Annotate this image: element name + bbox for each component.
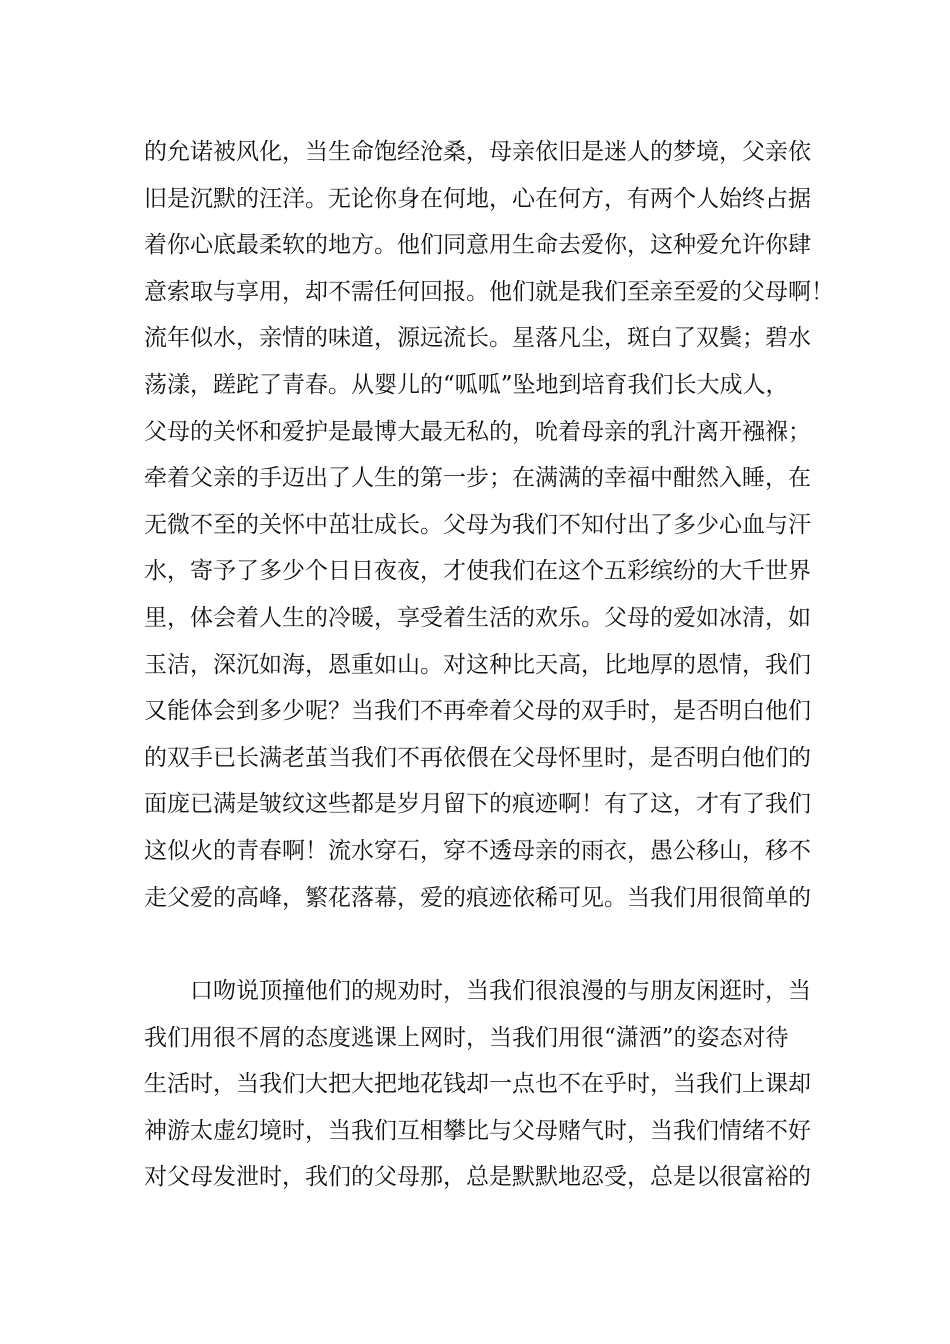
text-line: 无微不至的关怀中茁壮成长。父母为我们不知付出了多少心血与汗 <box>144 511 811 538</box>
paragraph-1 <box>144 129 834 921</box>
text-line: 意索取与享用，却不需任何回报。他们就是我们至亲至爱的父母啊！ <box>144 278 834 305</box>
text-line: 面庞已满是皱纹这些都是岁月留下的痕迹啊！有了这，才有了我们 <box>144 791 811 818</box>
text-line: 荡漾，蹉跎了青春。从婴儿的“呱呱”坠地到培育我们长大成人， <box>144 371 789 398</box>
text-line: 口吻说顶撞他们的规劝时，当我们很浪漫的与朋友闲逛时，当 <box>190 978 811 1004</box>
text-line: 玉洁，深沉如海，恩重如山。对这种比天高，比地厚的恩情，我们 <box>144 651 811 678</box>
text-line: 父母的关怀和爱护是最博大最无私的，吮着母亲的乳汁离开襁褓； <box>144 418 811 445</box>
text-line: 流年似水，亲情的味道，源远流长。星落凡尘，斑白了双鬓；碧水 <box>144 325 811 352</box>
text-line: 的双手已长满老茧当我们不再依偎在父母怀里时，是否明白他们的 <box>144 744 811 771</box>
text-line: 旧是沉默的汪洋。无论你身在何地，心在何方，有两个人始终占据 <box>144 185 811 212</box>
text-line: 这似火的青春啊！流水穿石，穿不透母亲的雨衣，愚公移山，移不 <box>144 837 811 864</box>
text-line: 又能体会到多少呢？当我们不再牵着父母的双手时，是否明白他们 <box>144 698 811 725</box>
text-line: 牵着父亲的手迈出了人生的第一步；在满满的幸福中酣然入睡，在 <box>144 465 811 492</box>
text-line: 我们用很不屑的态度逃课上网时，当我们用很“潇洒”的姿态对待 <box>144 1024 789 1051</box>
text-line: 神游太虚幻境时，当我们互相攀比与父母赌气时，当我们情绪不好 <box>144 1117 811 1144</box>
text-line: 对父母发泄时，我们的父母那，总是默默地忍受，总是以很富裕的 <box>144 1164 811 1191</box>
text-line: 水，寄予了多少个日日夜夜，才使我们在这个五彩缤纷的大千世界 <box>144 558 811 585</box>
text-line: 着你心底最柔软的地方。他们同意用生命去爱你，这种爱允许你肆 <box>144 232 811 259</box>
paragraph-2 <box>144 968 834 1201</box>
text-line: 走父爱的高峰，繁花落幕，爱的痕迹依稀可见。当我们用很简单的 <box>144 884 811 911</box>
text-line: 里，体会着人生的冷暖，享受着生活的欢乐。父母的爱如冰清，如 <box>144 604 811 631</box>
text-line: 的允诺被风化，当生命饱经沧桑，母亲依旧是迷人的梦境，父亲依 <box>144 139 811 165</box>
text-line: 生活时，当我们大把大把地花钱却一点也不在乎时，当我们上课却 <box>144 1071 811 1098</box>
